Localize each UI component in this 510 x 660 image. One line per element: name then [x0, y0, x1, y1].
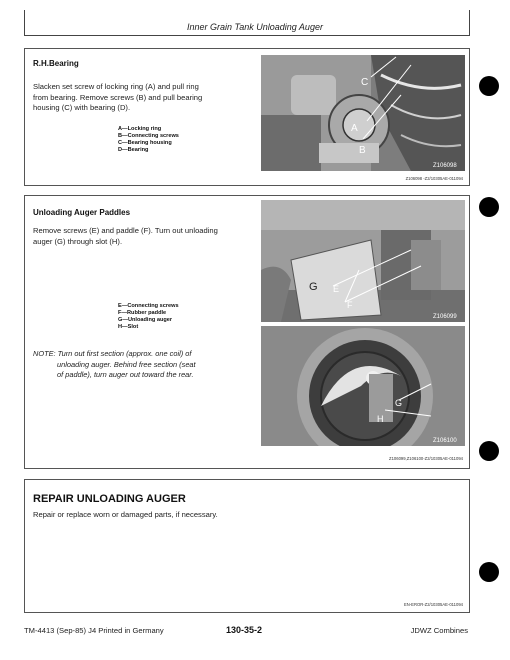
header-rule — [24, 35, 470, 36]
section-auger-paddles-legend — [118, 303, 179, 331]
binder-hole — [479, 441, 499, 461]
legend-item: D—Bearing — [118, 147, 149, 153]
note-line: of paddle), turn auger out toward the rear. — [57, 370, 194, 379]
binder-hole — [479, 197, 499, 217]
paddle-photo-caption: Z106099,Z106100-Z2/10305AE-011094 — [389, 456, 463, 461]
section-repair-auger — [24, 479, 470, 613]
paddle-photo-illustration — [261, 200, 465, 322]
body-line: Slacken set screw of locking ring (A) and pull ring — [33, 82, 199, 91]
photo-label-e: E — [333, 284, 340, 294]
section-repair-auger-body: Repair or replace worn or damaged parts, if necessary. — [33, 510, 218, 519]
photo-label-a: A — [351, 123, 358, 134]
bearing-photo-caption: Z106098 -Z2/10305AE-011094 — [405, 176, 463, 181]
photo-label-h: H — [377, 414, 384, 424]
footer-page-number: 130-35-2 — [226, 625, 263, 635]
photo-label-g: G — [395, 398, 403, 408]
photo-code: Z106099 — [433, 314, 457, 320]
legend-item: C—Bearing housing — [118, 140, 172, 146]
photo-label-b: B — [359, 145, 366, 156]
section-repair-auger-caption: EN-EROR-Z2/10305AE-011094 — [403, 602, 463, 607]
bearing-photo — [261, 55, 465, 171]
body-line: auger (G) through slot (H). — [33, 236, 123, 246]
legend-item: A—Locking ring — [118, 126, 162, 132]
photo-label-g: G — [309, 281, 318, 293]
photo-label-c: C — [361, 77, 369, 88]
footer-right: JDWZ Combines — [410, 626, 468, 635]
body-line: from bearing. Remove screws (B) and pull bearing — [33, 92, 203, 102]
page-header-title: Inner Grain Tank Unloading Auger — [187, 22, 323, 32]
legend-item: H—Slot — [118, 324, 139, 330]
legend-item: B—Connecting screws — [118, 133, 179, 139]
body-line: housing (C) with bearing (D). — [33, 103, 131, 112]
slot-photo-illustration — [261, 326, 465, 446]
photo-code: Z106098 — [433, 163, 457, 169]
footer-left: TM-4413 (Sep-85) J4 Printed in Germany — [24, 626, 164, 635]
bearing-photo-illustration — [261, 55, 465, 171]
section-rh-bearing-title: R.H.Bearing — [33, 59, 79, 68]
section-auger-paddles-note — [33, 349, 253, 381]
slot-photo — [261, 326, 465, 446]
section-auger-paddles-body — [33, 226, 253, 247]
section-repair-auger-title: REPAIR UNLOADING AUGER — [33, 493, 186, 505]
section-rh-bearing-legend — [118, 126, 179, 154]
photo-label-f: F — [347, 300, 353, 310]
legend-item: F—Rubber paddle — [118, 310, 167, 316]
legend-item: G—Unloading auger — [118, 317, 173, 323]
legend-item: E—Connecting screws — [118, 303, 179, 309]
body-line: Remove screws (E) and paddle (F). Turn out unloading — [33, 226, 218, 235]
section-rh-bearing — [24, 48, 470, 186]
photo-code: Z106100 — [433, 438, 457, 444]
paddle-photo — [261, 200, 465, 322]
note-line: NOTE: Turn out first section (approx. one coil) of — [33, 349, 192, 358]
binder-hole — [479, 76, 499, 96]
binder-hole — [479, 562, 499, 582]
section-auger-paddles-title: Unloading Auger Paddles — [33, 208, 131, 217]
section-rh-bearing-body — [33, 82, 248, 114]
note-line: unloading auger. Behind free section (seat — [57, 359, 196, 369]
section-auger-paddles — [24, 195, 470, 469]
